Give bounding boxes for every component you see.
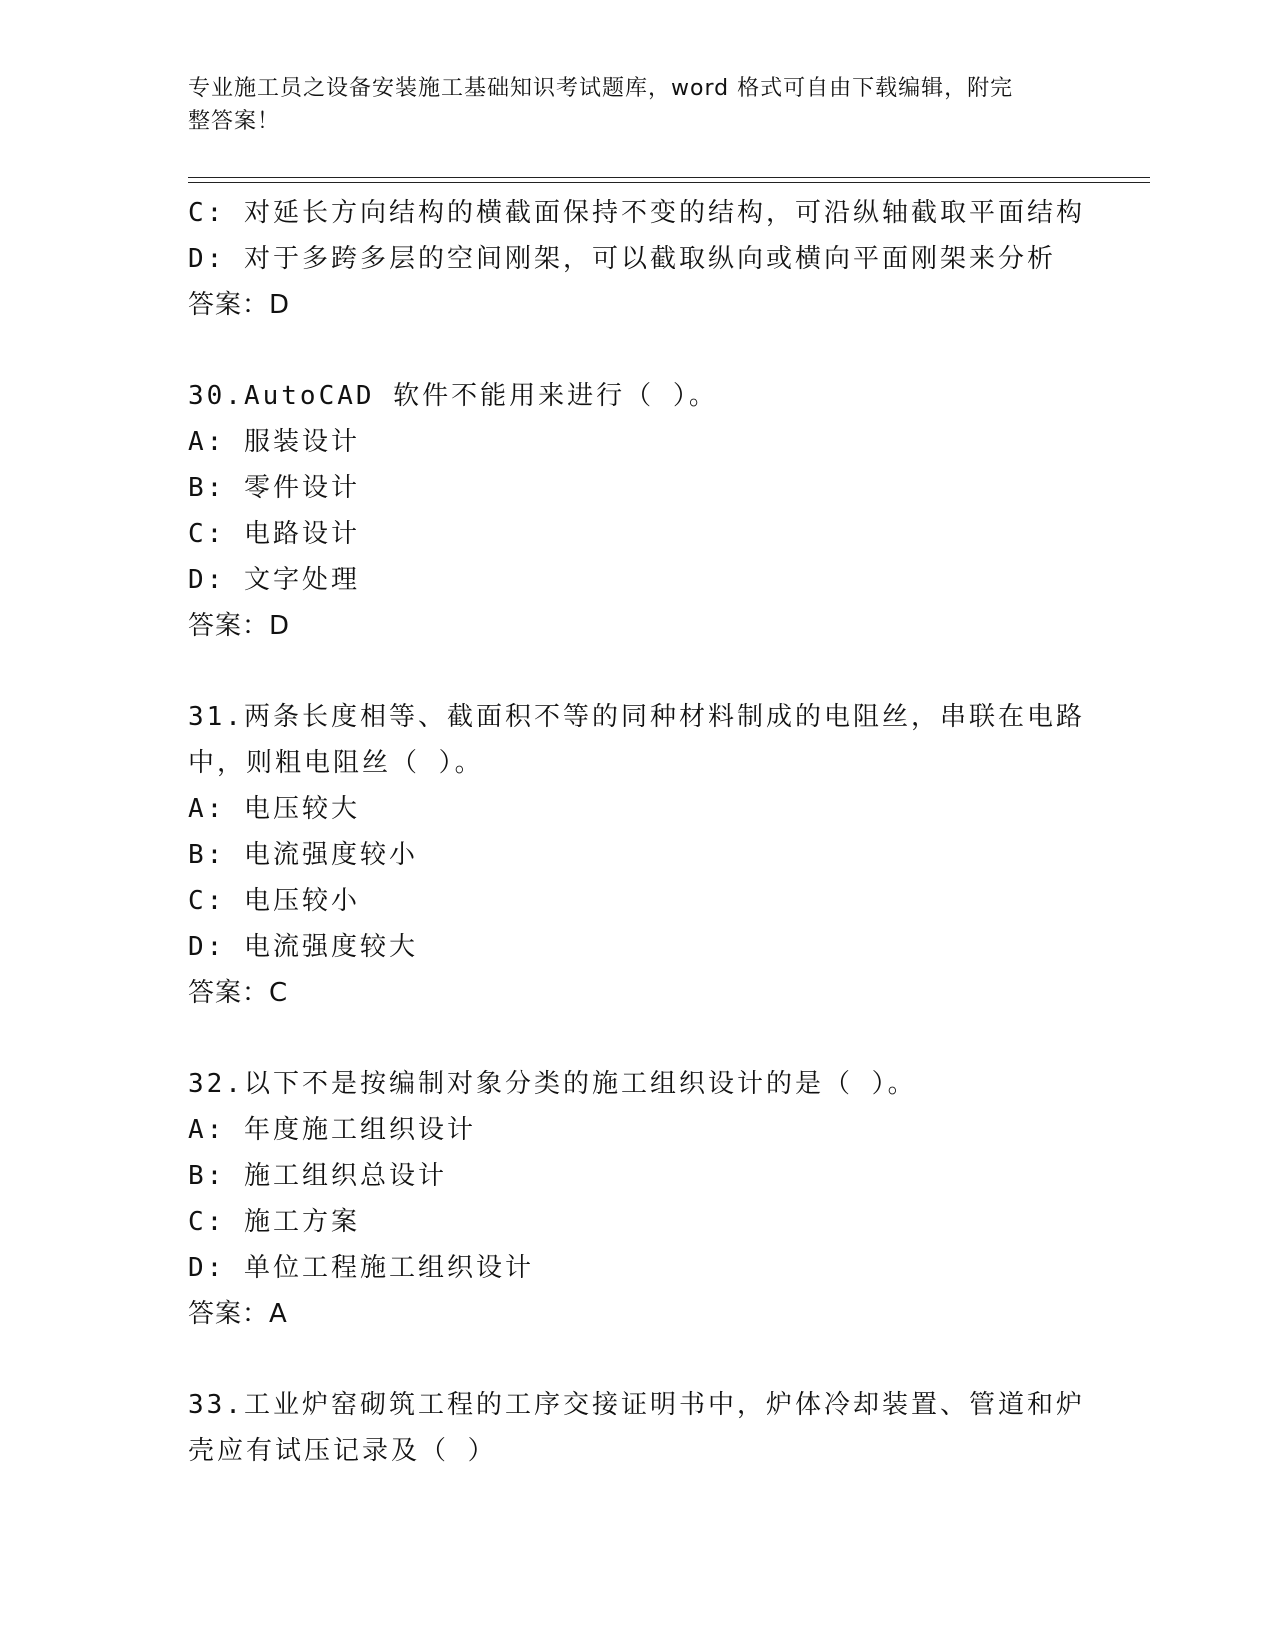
question-33-text-line-1: 33.工业炉窑砌筑工程的工序交接证明书中，炉体冷却装置、管道和炉: [188, 1390, 1085, 1420]
question-31-option-a: A: 电压较大: [188, 794, 360, 824]
question-31-option-b: B: 电流强度较小: [188, 840, 418, 870]
question-30-text: 30.AutoCAD 软件不能用来进行（ ）。: [188, 381, 718, 411]
question-29-option-d: D: 对于多跨多层的空间刚架，可以截取纵向或横向平面刚架来分析: [188, 244, 1056, 274]
question-32-option-c: C: 施工方案: [188, 1207, 360, 1237]
question-31-text-line-1: 31.两条长度相等、截面积不等的同种材料制成的电阻丝，串联在电路: [188, 702, 1085, 732]
question-32-option-a: A: 年度施工组织设计: [188, 1115, 476, 1145]
question-29: [188, 190, 1088, 328]
header-title-line-1: 专业施工员之设备安装施工基础知识考试题库，word 格式可自由下载编辑，附完: [188, 76, 1014, 101]
question-29-option-c: C: 对延长方向结构的横截面保持不变的结构，可沿纵轴截取平面结构: [188, 198, 1085, 228]
question-30-option-c: C: 电路设计: [188, 519, 360, 549]
spacer: [188, 1337, 1088, 1382]
question-33: [188, 1382, 1088, 1474]
question-30: [188, 373, 1088, 649]
question-31: [188, 694, 1088, 1016]
question-32-option-d: D: 单位工程施工组织设计: [188, 1253, 534, 1283]
spacer: [188, 328, 1088, 373]
question-29-answer: 答案：D: [188, 290, 291, 320]
header-title-line-2: 整答案！: [188, 109, 281, 134]
question-30-option-b: B: 零件设计: [188, 473, 360, 503]
header-divider-bottom: [188, 182, 1150, 183]
question-32-text: 32.以下不是按编制对象分类的施工组织设计的是（ ）。: [188, 1069, 917, 1099]
question-32-option-b: B: 施工组织总设计: [188, 1161, 447, 1191]
question-32-answer: 答案：A: [188, 1299, 288, 1329]
question-31-option-d: D: 电流强度较大: [188, 932, 418, 962]
header-divider-top: [188, 177, 1150, 178]
document-header: [188, 72, 1088, 138]
question-31-answer: 答案：C: [188, 978, 289, 1008]
spacer: [188, 649, 1088, 694]
question-30-option-d: D: 文字处理: [188, 565, 360, 595]
question-list: [188, 190, 1088, 1474]
question-31-option-c: C: 电压较小: [188, 886, 360, 916]
question-33-text-line-2: 壳应有试压记录及（ ）: [188, 1436, 497, 1466]
spacer: [188, 1016, 1088, 1061]
question-31-text-line-2: 中，则粗电阻丝（ ）。: [188, 748, 484, 778]
question-30-option-a: A: 服装设计: [188, 427, 360, 457]
question-30-answer: 答案：D: [188, 611, 291, 641]
question-32: [188, 1061, 1088, 1337]
